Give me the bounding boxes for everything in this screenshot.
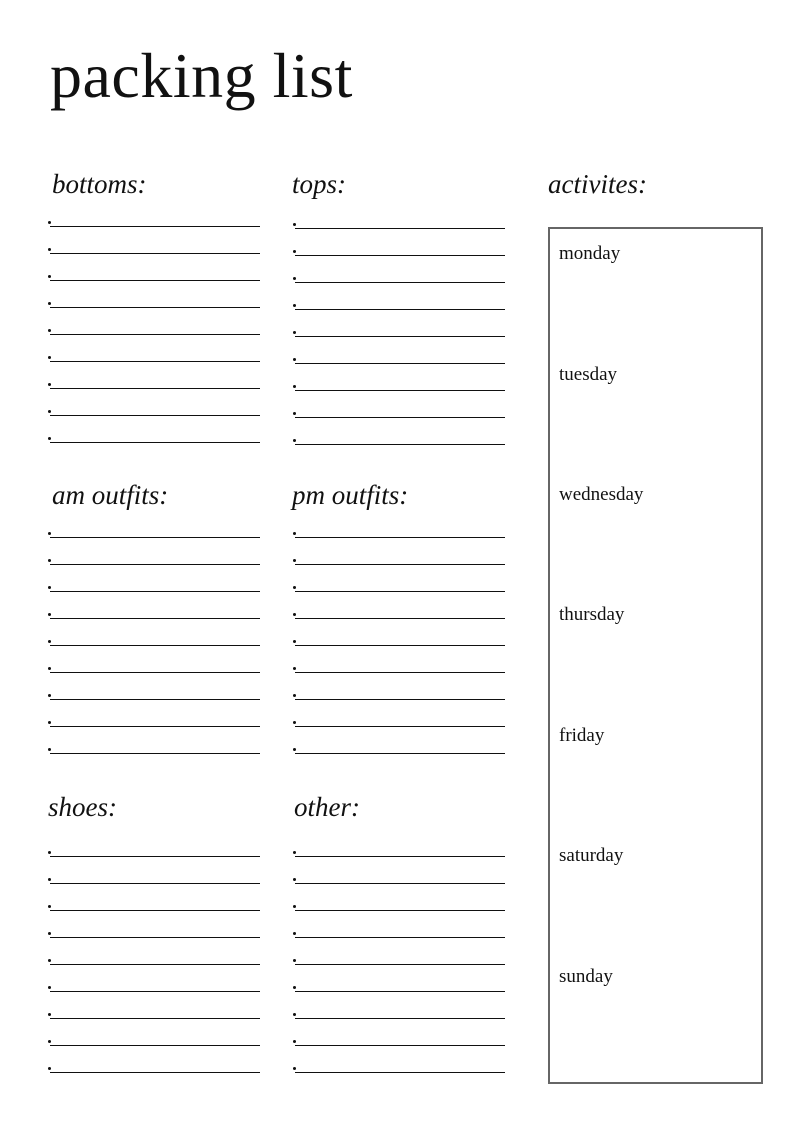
day-label-monday: monday [559, 243, 621, 264]
writing-line [50, 226, 260, 227]
bullet-icon [293, 932, 296, 935]
writing-line [295, 618, 505, 619]
writing-line [50, 672, 260, 673]
bullet-icon [293, 959, 296, 962]
list-item[interactable] [48, 521, 260, 548]
list-item[interactable] [48, 1056, 260, 1083]
list-item[interactable] [48, 575, 260, 602]
writing-line [295, 564, 505, 565]
bullet-icon [293, 640, 296, 643]
list-item[interactable] [293, 212, 505, 239]
list-item[interactable] [48, 737, 260, 764]
list-item[interactable] [48, 372, 260, 399]
bullet-icon [48, 329, 51, 332]
bullet-icon [48, 356, 51, 359]
bullet-icon [293, 1067, 296, 1070]
list-item[interactable] [48, 345, 260, 372]
list-item[interactable] [48, 399, 260, 426]
writing-line [50, 964, 260, 965]
writing-line [295, 856, 505, 857]
list-item[interactable] [293, 656, 505, 683]
list-item[interactable] [48, 291, 260, 318]
writing-line [295, 910, 505, 911]
bullet-icon [48, 586, 51, 589]
bullet-icon [293, 1040, 296, 1043]
list-item[interactable] [48, 629, 260, 656]
bullet-icon [293, 667, 296, 670]
list-item[interactable] [293, 401, 505, 428]
bullet-icon [293, 277, 296, 280]
bullet-icon [48, 532, 51, 535]
writing-line [50, 415, 260, 416]
list-item[interactable] [48, 318, 260, 345]
list-item[interactable] [48, 894, 260, 921]
bullet-icon [293, 223, 296, 226]
list-item[interactable] [293, 239, 505, 266]
list-item[interactable] [48, 840, 260, 867]
list-item[interactable] [293, 266, 505, 293]
writing-line [50, 645, 260, 646]
writing-line [295, 309, 505, 310]
bullet-icon [293, 304, 296, 307]
bullet-icon [293, 905, 296, 908]
writing-line [295, 282, 505, 283]
bullet-icon [48, 383, 51, 386]
writing-line [50, 699, 260, 700]
bullet-icon [48, 613, 51, 616]
writing-line [295, 390, 505, 391]
writing-line [295, 1072, 505, 1073]
day-label-tuesday: tuesday [559, 364, 618, 385]
writing-line [295, 417, 505, 418]
bullet-icon [48, 748, 51, 751]
activities-box [548, 227, 763, 1084]
list-item[interactable] [48, 948, 260, 975]
list-item[interactable] [48, 1029, 260, 1056]
bullet-icon [293, 559, 296, 562]
list-item[interactable] [293, 921, 505, 948]
day-label-saturday: saturday [559, 845, 624, 866]
writing-line [295, 672, 505, 673]
bullet-icon [48, 1013, 51, 1016]
list-item[interactable] [293, 1056, 505, 1083]
bullet-icon [48, 559, 51, 562]
bullet-icon [293, 613, 296, 616]
writing-line [295, 699, 505, 700]
writing-line [295, 937, 505, 938]
writing-line [50, 618, 260, 619]
bullet-icon [48, 878, 51, 881]
bullet-icon [48, 1067, 51, 1070]
other-list [293, 840, 505, 1083]
bullet-icon [48, 905, 51, 908]
writing-line [50, 280, 260, 281]
writing-line [295, 591, 505, 592]
day-label-thursday: thursday [559, 604, 625, 625]
list-item[interactable] [293, 894, 505, 921]
bullet-icon [293, 250, 296, 253]
writing-line [50, 726, 260, 727]
writing-line [50, 883, 260, 884]
list-item[interactable] [293, 521, 505, 548]
list-item[interactable] [293, 320, 505, 347]
writing-line [295, 444, 505, 445]
writing-line [295, 726, 505, 727]
writing-line [50, 1018, 260, 1019]
writing-line [50, 937, 260, 938]
bullet-icon [48, 1040, 51, 1043]
bullet-icon [293, 385, 296, 388]
am-outfits-heading: am outfits: [52, 480, 169, 510]
bottoms-heading: bottoms: [52, 169, 147, 199]
bottoms-list [48, 210, 260, 453]
list-item[interactable] [293, 867, 505, 894]
list-item[interactable] [293, 948, 505, 975]
bullet-icon [293, 878, 296, 881]
writing-line [295, 1018, 505, 1019]
writing-line [295, 753, 505, 754]
writing-line [50, 334, 260, 335]
other-heading: other: [294, 792, 360, 822]
bullet-icon [293, 851, 296, 854]
list-item[interactable] [293, 710, 505, 737]
writing-line [50, 564, 260, 565]
writing-line [50, 591, 260, 592]
list-item[interactable] [48, 710, 260, 737]
writing-line [295, 991, 505, 992]
writing-line [50, 361, 260, 362]
pm-outfits-heading: pm outfits: [292, 480, 409, 510]
writing-line [50, 253, 260, 254]
day-label-wednesday: wednesday [559, 484, 644, 505]
writing-line [50, 1072, 260, 1073]
bullet-icon [48, 410, 51, 413]
list-item[interactable] [293, 575, 505, 602]
tops-list [293, 212, 505, 455]
bullet-icon [48, 721, 51, 724]
list-item[interactable] [48, 683, 260, 710]
writing-line [50, 753, 260, 754]
list-item[interactable] [293, 975, 505, 1002]
bullet-icon [293, 412, 296, 415]
bullet-icon [48, 959, 51, 962]
day-label-friday: friday [559, 725, 605, 746]
writing-line [295, 645, 505, 646]
list-item[interactable] [48, 210, 260, 237]
bullet-icon [293, 1013, 296, 1016]
list-item[interactable] [293, 629, 505, 656]
bullet-icon [48, 694, 51, 697]
writing-line [50, 910, 260, 911]
list-item[interactable] [293, 840, 505, 867]
bullet-icon [48, 667, 51, 670]
writing-line [295, 1045, 505, 1046]
list-item[interactable] [293, 428, 505, 455]
bullet-icon [293, 694, 296, 697]
list-item[interactable] [48, 264, 260, 291]
tops-heading: tops: [292, 169, 346, 199]
list-item[interactable] [48, 548, 260, 575]
activities-heading: activites: [548, 169, 647, 199]
bullet-icon [48, 302, 51, 305]
writing-line [50, 991, 260, 992]
bullet-icon [293, 439, 296, 442]
bullet-icon [48, 986, 51, 989]
writing-line [50, 442, 260, 443]
bullet-icon [293, 532, 296, 535]
writing-line [295, 883, 505, 884]
list-item[interactable] [293, 602, 505, 629]
list-item[interactable] [293, 293, 505, 320]
bullet-icon [48, 248, 51, 251]
list-item[interactable] [48, 921, 260, 948]
list-item[interactable] [48, 656, 260, 683]
bullet-icon [293, 986, 296, 989]
page-title: packing list [50, 40, 353, 111]
list-item[interactable] [293, 548, 505, 575]
bullet-icon [48, 221, 51, 224]
writing-line [295, 255, 505, 256]
list-item[interactable] [293, 683, 505, 710]
list-item[interactable] [48, 975, 260, 1002]
writing-line [50, 307, 260, 308]
am-outfits-list [48, 521, 260, 764]
bullet-icon [293, 331, 296, 334]
bullet-icon [48, 851, 51, 854]
list-item[interactable] [48, 1002, 260, 1029]
list-item[interactable] [293, 347, 505, 374]
writing-line [295, 363, 505, 364]
writing-line [295, 537, 505, 538]
day-label-sunday: sunday [559, 966, 613, 987]
writing-line [50, 388, 260, 389]
bullet-icon [48, 437, 51, 440]
bullet-icon [293, 721, 296, 724]
bullet-icon [293, 748, 296, 751]
writing-line [295, 964, 505, 965]
list-item[interactable] [48, 426, 260, 453]
writing-line [50, 856, 260, 857]
list-item[interactable] [293, 374, 505, 401]
list-item[interactable] [48, 237, 260, 264]
bullet-icon [293, 586, 296, 589]
bullet-icon [48, 640, 51, 643]
list-item[interactable] [48, 867, 260, 894]
list-item[interactable] [293, 1029, 505, 1056]
shoes-heading: shoes: [48, 792, 117, 822]
list-item[interactable] [293, 1002, 505, 1029]
list-item[interactable] [48, 602, 260, 629]
bullet-icon [293, 358, 296, 361]
list-item[interactable] [293, 737, 505, 764]
writing-line [50, 1045, 260, 1046]
bullet-icon [48, 275, 51, 278]
writing-line [295, 336, 505, 337]
pm-outfits-list [293, 521, 505, 764]
shoes-list [48, 840, 260, 1083]
writing-line [295, 228, 505, 229]
writing-line [50, 537, 260, 538]
bullet-icon [48, 932, 51, 935]
